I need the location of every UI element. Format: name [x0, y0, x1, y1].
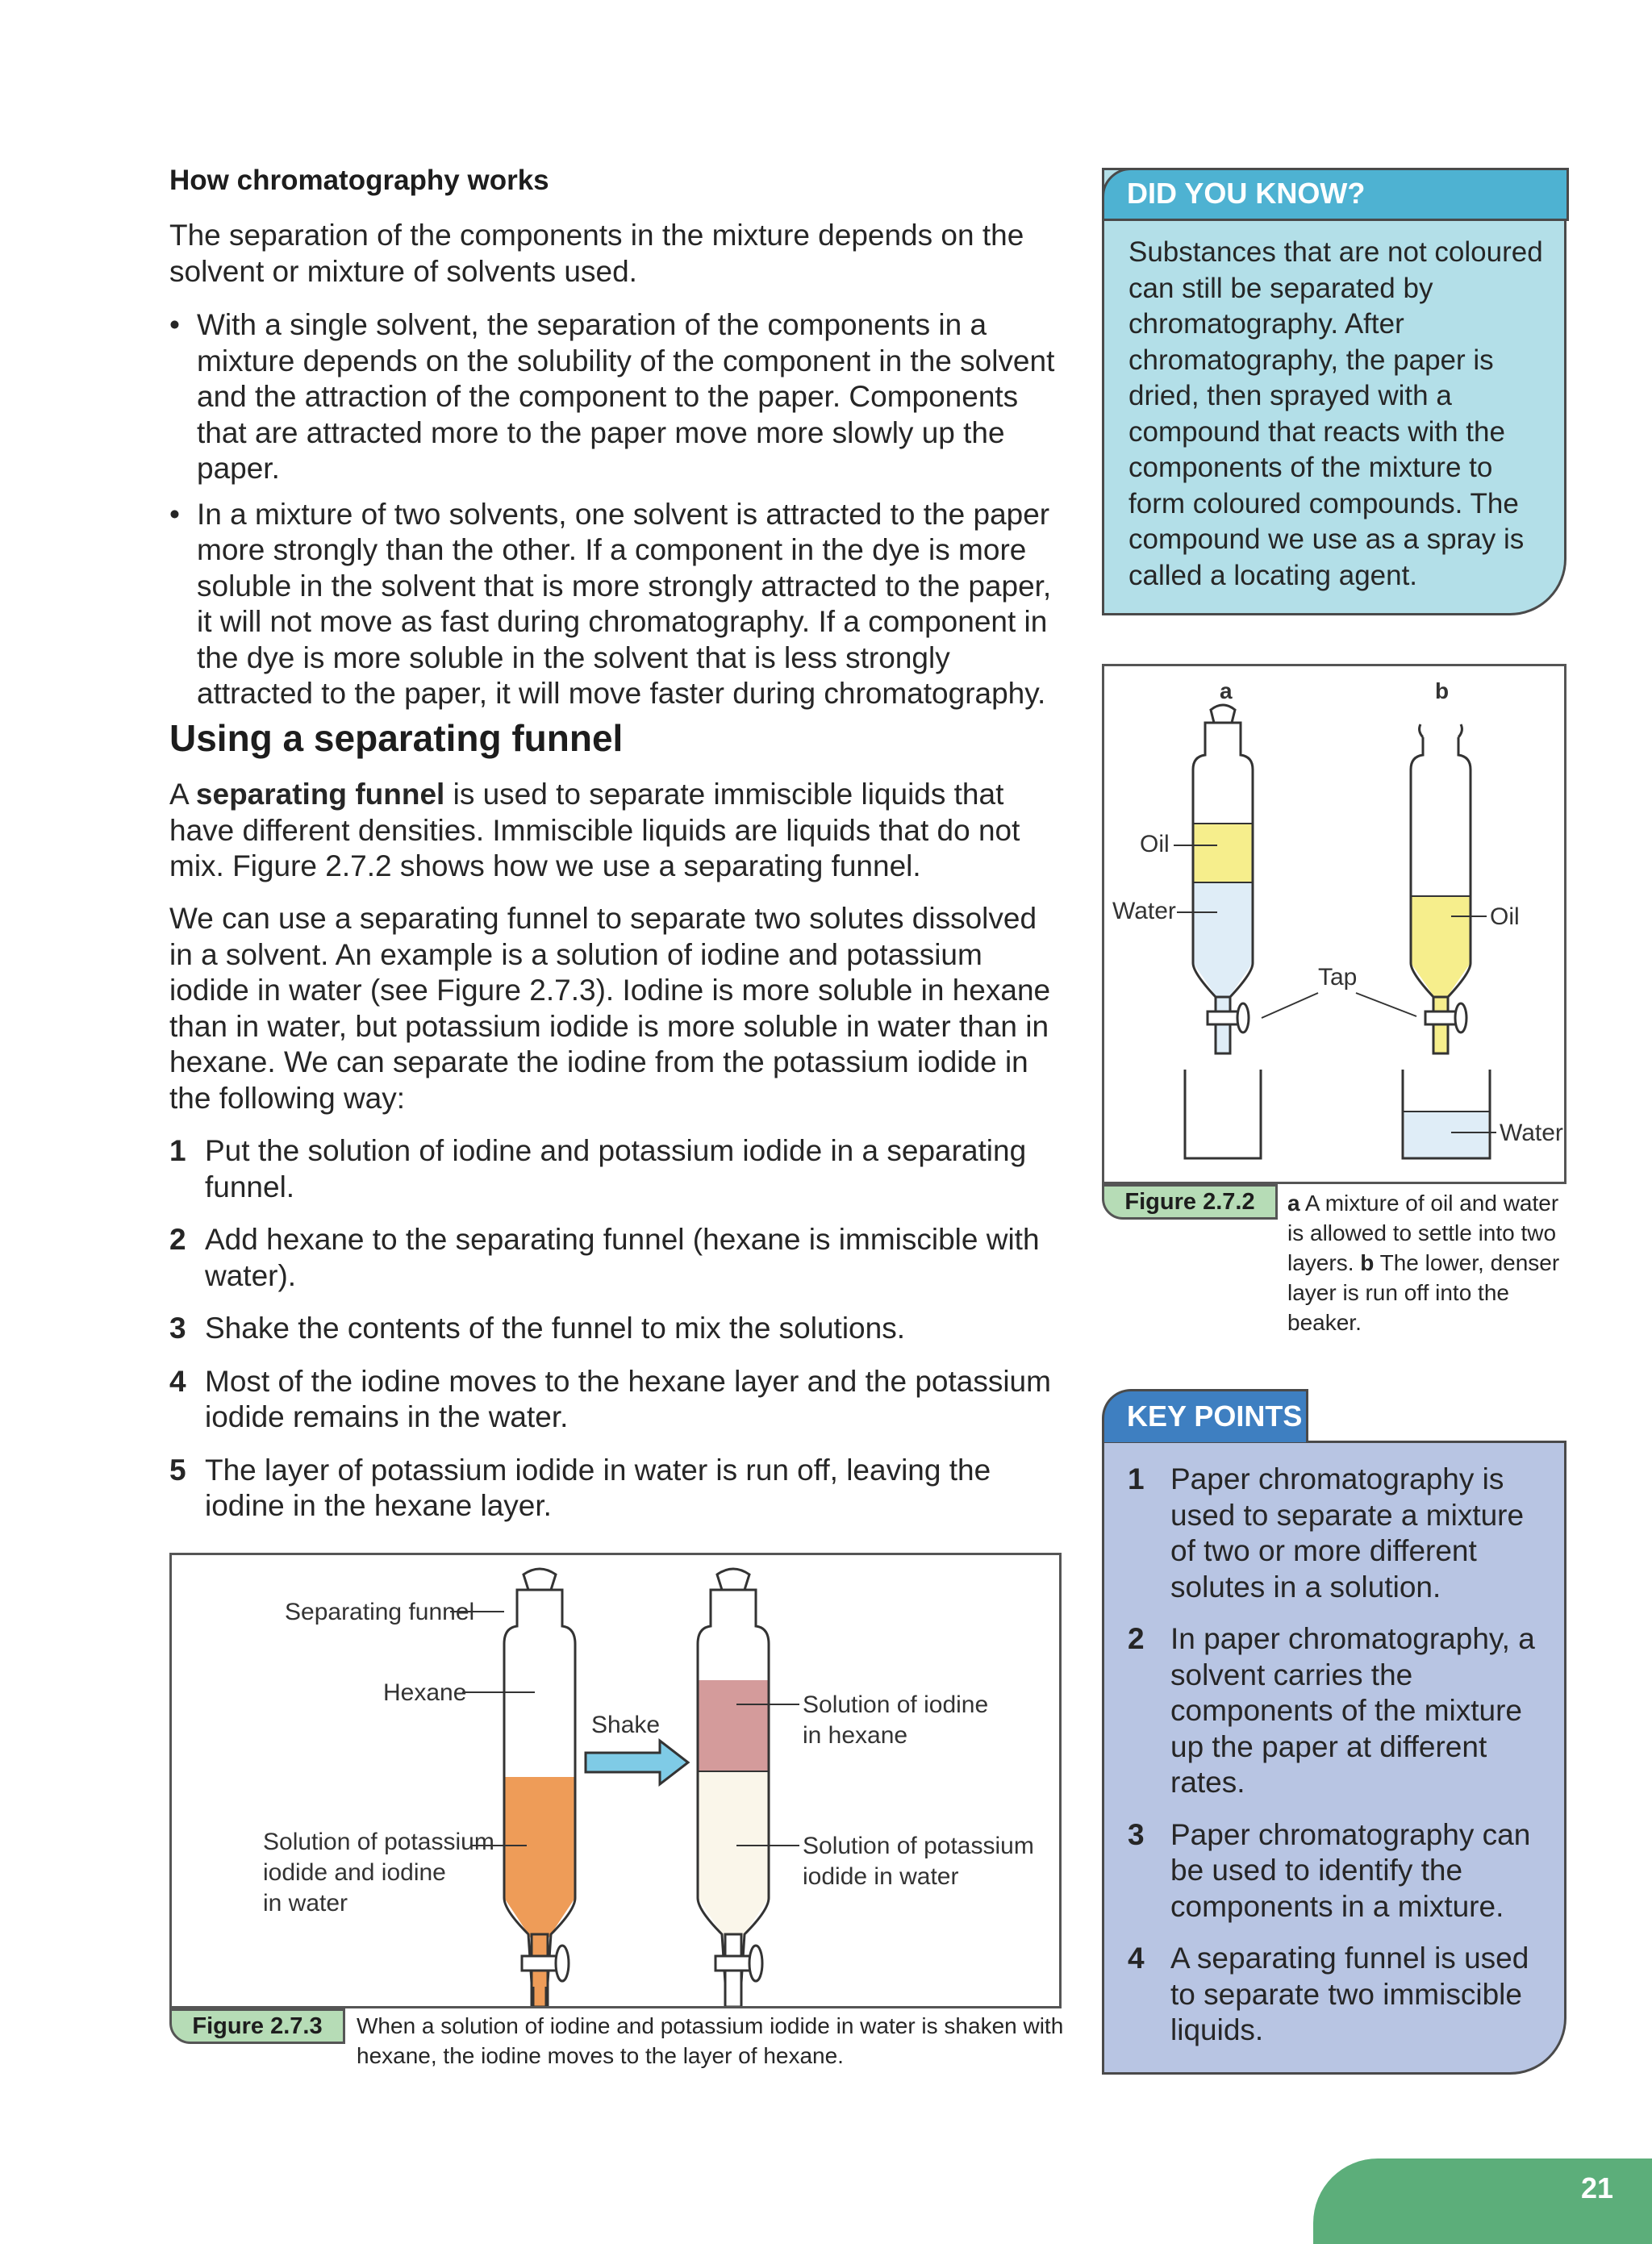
liquid-mixture-orange	[504, 1777, 575, 1898]
label-ki-line2: iodide in water	[803, 1863, 959, 1890]
step-text: The layer of potassium iodide in water is run off, leaving the iodine in the hexane layer.	[205, 1453, 991, 1522]
bullet-icon: •	[169, 308, 180, 341]
key-point-text: Paper chromatography is used to separate a mixture of two or more different solutes in a solution.	[1170, 1462, 1525, 1604]
stopper-icon	[1211, 705, 1235, 723]
panel-a-label: a	[1220, 678, 1233, 703]
key-point-number: 4	[1128, 1942, 1145, 1975]
tap-icon	[715, 1956, 751, 1971]
term-separating-funnel: separating funnel	[195, 778, 445, 811]
step-item	[169, 1311, 1065, 1347]
water-layer-a	[1193, 882, 1253, 963]
label-shake: Shake	[591, 1712, 661, 1738]
panel-b-label: b	[1435, 678, 1450, 703]
funnel-steps	[169, 1133, 1065, 1525]
label-oil-a: Oil	[1140, 831, 1170, 857]
figure-273-label: Figure 2.7.3	[169, 2008, 345, 2044]
para1-prefix: A	[169, 778, 196, 811]
figure-273-frame	[169, 1553, 1062, 2008]
stopper-icon	[524, 1569, 556, 1590]
figure-273-caption: When a solution of iodine and potassium iodide in water is shaken with hexane, the iodine moves to the layer of hexane.	[357, 2013, 1064, 2068]
label-water-a: Water	[1112, 898, 1176, 924]
step-number: 3	[169, 1312, 186, 1345]
tap-icon	[1425, 1011, 1456, 1024]
label-iodine-line1: Solution of iodine	[803, 1691, 989, 1718]
iodine-in-hexane-layer	[698, 1680, 769, 1771]
stopper-icon	[717, 1569, 749, 1590]
key-point-number: 2	[1128, 1622, 1145, 1655]
figure-272-diagram	[1104, 666, 1564, 1182]
did-you-know-box	[1102, 168, 1566, 615]
caption-a-text: A mixture of oil and water is allowed to settle into two layers.	[1287, 1191, 1559, 1275]
key-point-text: Paper chromatography can be used to identify the components in a mixture.	[1170, 1817, 1531, 1923]
bullet-single-solvent	[169, 307, 1065, 487]
key-point-text: In paper chromatography, a solvent carries the components of the mixture up the paper at different rates.	[1170, 1622, 1535, 1799]
figure-272-label: Figure 2.7.2	[1102, 1184, 1278, 1220]
funnel-a	[1185, 705, 1261, 1158]
label-tap: Tap	[1318, 964, 1358, 991]
tap-icon	[1208, 1011, 1238, 1024]
step-number: 1	[169, 1134, 186, 1167]
step-item	[169, 1364, 1065, 1436]
label-mixture-line3: in water	[263, 1890, 348, 1917]
caption-b-marker: b	[1360, 1250, 1375, 1275]
separating-funnel-before	[504, 1569, 575, 2006]
step-item	[169, 1453, 1065, 1525]
potassium-iodide-layer	[698, 1771, 769, 1898]
bullet-text: With a single solvent, the separation of the components in a mixture depends on the solubility of the component in the solvent and the attraction of the component to the paper. Components that are attracted more to the paper move more slowly up the paper.	[197, 308, 1055, 485]
figure-272-caption	[1287, 1188, 1562, 1337]
step-number: 5	[169, 1453, 186, 1487]
label-mixture-line1: Solution of potassium	[263, 1829, 494, 1855]
funnel-b	[1403, 724, 1490, 1158]
step-item	[169, 1133, 1065, 1205]
step-text: Put the solution of iodine and potassium iodide in a separating funnel.	[205, 1134, 1027, 1203]
shake-arrow-icon	[586, 1741, 688, 1784]
key-point-item	[1128, 1621, 1547, 1801]
caption-b-text: The lower, denser layer is run off into the beaker.	[1287, 1250, 1560, 1335]
key-point-text: A separating funnel is used to separate two immiscible liquids.	[1170, 1942, 1529, 2046]
separating-funnel-after	[698, 1569, 769, 2006]
step-number: 2	[169, 1223, 186, 1256]
step-number: 4	[169, 1364, 186, 1398]
key-points-title: KEY POINTS	[1102, 1389, 1308, 1442]
figure-273-diagram	[172, 1555, 1059, 2006]
key-point-item	[1128, 1941, 1547, 2049]
heading-separating-funnel: Using a separating funnel	[169, 717, 624, 759]
step-item	[169, 1222, 1065, 1294]
step-text: Add hexane to the separating funnel (hexane is immiscible with water).	[205, 1223, 1040, 1292]
chromatography-bullets	[169, 307, 1065, 712]
did-you-know-title: DID YOU KNOW?	[1102, 168, 1569, 221]
figure-272-frame	[1102, 664, 1566, 1184]
label-oil-b: Oil	[1490, 903, 1520, 930]
page-number: 21	[1580, 2171, 1613, 2204]
key-point-number: 3	[1128, 1817, 1145, 1851]
bullet-icon: •	[169, 497, 180, 531]
key-points-list	[1128, 1462, 1547, 2065]
step-text: Most of the iodine moves to the hexane layer and the potassium iodide remains in the water.	[205, 1364, 1051, 1433]
chromatography-intro: The separation of the components in the mixture depends on the solvent or mixture of solvents used.	[169, 219, 1024, 288]
key-point-item	[1128, 1817, 1547, 1925]
oil-layer-a	[1193, 824, 1253, 882]
key-point-number: 1	[1128, 1462, 1145, 1495]
bullet-text: In a mixture of two solvents, one solvent is attracted to the paper more strongly than the other. If a component in the dye is more soluble in the solvent that is more strongly attracted to the paper, it will not move as fast during chromatography. If a component in the dye is more soluble in the solvent that is less strongly attracted to the paper, it will move faster during chromatography.	[197, 497, 1052, 710]
step-text: Shake the contents of the funnel to mix the solutions.	[205, 1312, 905, 1345]
oil-layer-b	[1411, 896, 1471, 963]
funnel-paragraph-1	[169, 777, 1065, 885]
label-water-b: Water	[1500, 1120, 1563, 1146]
tap-icon	[522, 1956, 557, 1971]
para1-rest: is used to separate immiscible liquids that have different densities. Immiscible liquids are liquids that do not mix. Figure 2.7.2 shows how we use a separating funnel.	[169, 778, 1020, 882]
bullet-two-solvents	[169, 497, 1065, 712]
heading-how-chromatography: How chromatography works	[169, 165, 549, 196]
label-separating-funnel: Separating funnel	[285, 1599, 475, 1625]
beaker-a	[1185, 1070, 1261, 1158]
label-ki-line1: Solution of potassium	[803, 1833, 1034, 1859]
label-hexane: Hexane	[383, 1679, 467, 1706]
label-mixture-line2: iodide and iodine	[263, 1859, 446, 1886]
funnel-paragraph-2: We can use a separating funnel to separate two solutes dissolved in a solvent. An example is a solution of iodine and potassium iodide in water (see Figure 2.7.3). Iodine is more soluble in hexane than in water, but potassium iodide is more soluble in water than in hexane. We can separate the iodine from the potassium iodide in the following way:	[169, 902, 1051, 1115]
caption-a-marker: a	[1287, 1191, 1300, 1216]
key-point-item	[1128, 1462, 1547, 1605]
did-you-know-text: Substances that are not coloured can still be separated by chromatography. After chromatography, the paper is dried, then sprayed with a compound that reacts with the components of the mixture to form coloured compounds. The compound we use as a spray is called a locating agent.	[1128, 236, 1543, 591]
label-iodine-line2: in hexane	[803, 1722, 908, 1749]
